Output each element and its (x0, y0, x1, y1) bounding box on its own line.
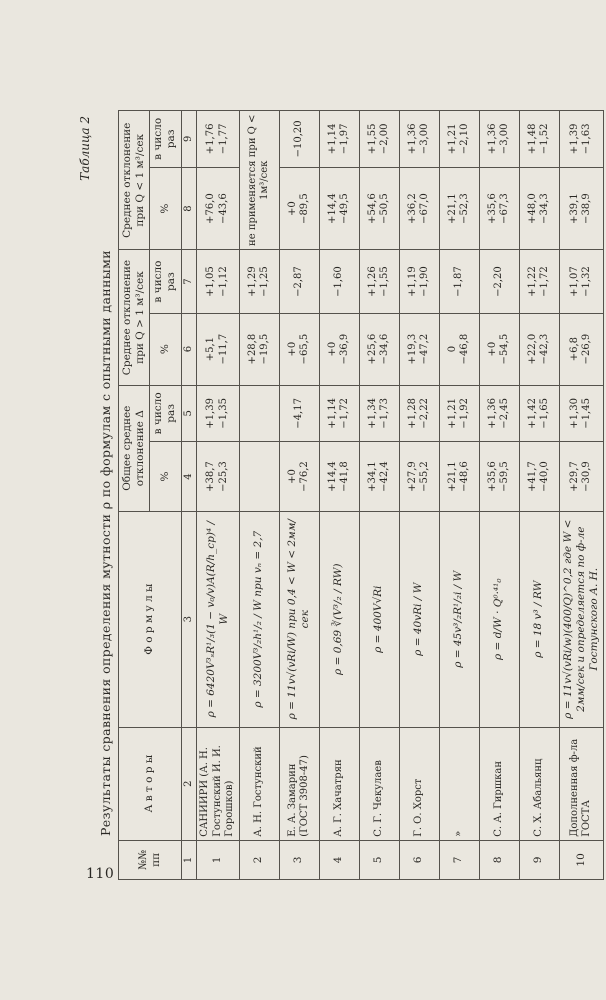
formula-cell: ρ = 18 v³ / RW (519, 511, 559, 727)
overall-times-cell: +1,30 −1,45 (559, 385, 603, 442)
gt1-pct-cell: +0 −36,9 (319, 313, 359, 385)
gt1-times-cell: −2,87 (279, 250, 319, 313)
overall-times-cell: +1,39 −1,35 (197, 385, 240, 442)
rotated-table-block (78, 110, 598, 880)
lt1-pct-cell: не применяется при Q < 1м³/сек (239, 111, 279, 251)
column-index: 3 (181, 511, 197, 727)
author-cell: С. Х. Абальянц (519, 727, 559, 840)
overall-pct-cell: +29,7 −30,9 (559, 442, 603, 512)
gt1-pct-cell: +19,3 −47,2 (399, 313, 439, 385)
lt1-times-cell: +1,36 −3,00 (399, 111, 439, 168)
header-no: №№ пп (119, 840, 182, 879)
lt1-times-cell: +1,36 −3,00 (479, 111, 519, 168)
results-table (118, 110, 604, 880)
row-number: 2 (239, 840, 279, 879)
gt1-times-cell: +1,07 −1,32 (559, 250, 603, 313)
header-pct: % (150, 313, 181, 385)
lt1-pct-cell: +35,6 −67,3 (479, 167, 519, 250)
table-row (197, 111, 240, 880)
table-row (439, 111, 479, 880)
formula-cell: ρ = 3200V³/₂h¹/₂ / W при vₙ = 2,7 (239, 511, 279, 727)
formula-cell: ρ = 6420V³ₛR¹/₃(1 − v₀/v)A(R/h_cp)⁴ / W (197, 511, 240, 727)
author-cell: САНИИРИ (А. Н. Гостунский И. И. Горошков) (197, 727, 240, 840)
lt1-pct-cell: +76,0 −43,6 (197, 167, 240, 250)
gt1-pct-cell: +0 −65,5 (279, 313, 319, 385)
lt1-times-cell: −10,20 (279, 111, 319, 168)
row-number: 3 (279, 840, 319, 879)
column-index: 4 (181, 442, 197, 512)
gt1-times-cell: +1,22 −1,72 (519, 250, 559, 313)
author-cell: А. Н. Гостунский (239, 727, 279, 840)
header-dev-lt1: Среднее отклонение при Q < 1 м³/сек (119, 111, 150, 251)
lt1-times-cell: +1,39 −1,63 (559, 111, 603, 168)
overall-pct-cell: +34,1 −42,4 (359, 442, 399, 512)
gt1-times-cell: −1,60 (319, 250, 359, 313)
lt1-pct-cell: +36,2 −67,0 (399, 167, 439, 250)
overall-times-cell: +1,14 −1,72 (319, 385, 359, 442)
column-index: 6 (181, 313, 197, 385)
author-cell: Г. О. Хорст (399, 727, 439, 840)
lt1-times-cell: +1,48 −1,52 (519, 111, 559, 168)
overall-pct-cell (239, 442, 279, 512)
gt1-pct-cell: +6,8 −26,9 (559, 313, 603, 385)
gt1-times-cell: +1,26 −1,55 (359, 250, 399, 313)
header-formulas: Ф о р м у л ы (119, 511, 182, 727)
overall-pct-cell: +14,4 −41,8 (319, 442, 359, 512)
lt1-pct-cell: +39,1 −38,9 (559, 167, 603, 250)
table-row (399, 111, 439, 880)
gt1-pct-cell: +28,8 −19,5 (239, 313, 279, 385)
author-cell: Е. А. Замарин (ГОСТ 3908-47) (279, 727, 319, 840)
row-number: 1 (197, 840, 240, 879)
page-number: 110 (86, 866, 115, 882)
gt1-times-cell: −1,87 (439, 250, 479, 313)
gt1-pct-cell: +25,6 −34,6 (359, 313, 399, 385)
header-overall: Общее среднее отклонение Δ (119, 385, 150, 511)
gt1-times-cell: +1,05 −1,12 (197, 250, 240, 313)
table-row (519, 111, 559, 880)
overall-pct-cell: +41,7 −40,0 (519, 442, 559, 512)
title-block (78, 110, 118, 880)
formula-cell: ρ = 11v√(vRi/w)(400/Q)^0,2 где W < 2мм/сек и определяется по ф-ле Гостунского А. Н. (559, 511, 603, 727)
table-row (559, 111, 603, 880)
table-row (359, 111, 399, 880)
header-times: в число раз (150, 250, 181, 313)
column-index: 9 (181, 111, 197, 168)
header-dev-gt1: Среднее отклонение при Q > 1 м³/сек (119, 250, 150, 385)
row-number: 10 (559, 840, 603, 879)
table-row (479, 111, 519, 880)
lt1-pct-cell: +14,4 −49,5 (319, 167, 359, 250)
overall-times-cell: +1,34 −1,73 (359, 385, 399, 442)
lt1-pct-cell: +48,0 −34,3 (519, 167, 559, 250)
column-index: 8 (181, 167, 197, 250)
gt1-pct-cell: +5,1 −11,7 (197, 313, 240, 385)
table-label: Таблица 2 (78, 116, 92, 181)
row-number: 4 (319, 840, 359, 879)
header-pct: % (150, 442, 181, 512)
header-times: в число раз (150, 385, 181, 442)
formula-cell: ρ = 45v³/₂R¹/₂i / W (439, 511, 479, 727)
row-number: 6 (399, 840, 439, 879)
lt1-times-cell: +1,76 −1,77 (197, 111, 240, 168)
table-body (197, 111, 604, 880)
overall-pct-cell: +27,9 −55,2 (399, 442, 439, 512)
overall-times-cell (239, 385, 279, 442)
row-number: 5 (359, 840, 399, 879)
lt1-times-cell: +1,21 −2,10 (439, 111, 479, 168)
overall-pct-cell: +38,7 −25,3 (197, 442, 240, 512)
row-number: 8 (479, 840, 519, 879)
author-cell: С. Г. Чекулаев (359, 727, 399, 840)
formula-cell: ρ = 0,69 ∛(V³/₂ / RW) (319, 511, 359, 727)
overall-pct-cell: +35,6 −59,5 (479, 442, 519, 512)
formula-cell: ρ = 400V√Ri (359, 511, 399, 727)
formula-cell: ρ = d/W · Q⁰·⁴¹₀ (479, 511, 519, 727)
author-cell: С. А. Гиршкан (479, 727, 519, 840)
formula-cell: ρ = 40vRi / W (399, 511, 439, 727)
lt1-pct-cell: +0 −89,5 (279, 167, 319, 250)
header-times: в число раз (150, 111, 181, 168)
header-pct: % (150, 167, 181, 250)
author-cell: А. Г. Хачатрян (319, 727, 359, 840)
table-row (279, 111, 319, 880)
gt1-pct-cell: +22,0 −42,3 (519, 313, 559, 385)
row-number: 7 (439, 840, 479, 879)
gt1-times-cell: +1,19 −1,90 (399, 250, 439, 313)
overall-pct-cell: +21,1 −48,6 (439, 442, 479, 512)
overall-times-cell: +1,42 −1,65 (519, 385, 559, 442)
table-row (319, 111, 359, 880)
table-caption: Результаты сравнения определения мутности ρ по формулам с опытными данными (98, 249, 113, 836)
column-index: 7 (181, 250, 197, 313)
author-cell: » (439, 727, 479, 840)
overall-times-cell: +1,21 −1,92 (439, 385, 479, 442)
overall-times-cell: +1,28 −2,22 (399, 385, 439, 442)
lt1-times-cell: +1,14 −1,97 (319, 111, 359, 168)
table-row (239, 111, 279, 880)
lt1-pct-cell: +21,1 −52,3 (439, 167, 479, 250)
row-number: 9 (519, 840, 559, 879)
overall-times-cell: −4,17 (279, 385, 319, 442)
author-cell: Дополненная ф-ла ГОСТА (559, 727, 603, 840)
gt1-times-cell: −2,20 (479, 250, 519, 313)
lt1-times-cell: +1,55 −2,00 (359, 111, 399, 168)
column-index: 1 (181, 840, 197, 879)
formula-cell: ρ = 11v√(vRi/W) при 0,4 < W < 2мм/сек (279, 511, 319, 727)
overall-pct-cell: +0 −76,2 (279, 442, 319, 512)
gt1-pct-cell: 0 −46,8 (439, 313, 479, 385)
column-index: 5 (181, 385, 197, 442)
lt1-pct-cell: +54,6 −50,5 (359, 167, 399, 250)
gt1-pct-cell: +0 −54,5 (479, 313, 519, 385)
header-authors: А в т о р ы (119, 727, 182, 840)
overall-times-cell: +1,36 −2,45 (479, 385, 519, 442)
gt1-times-cell: +1,29 −1,25 (239, 250, 279, 313)
column-index: 2 (181, 727, 197, 840)
